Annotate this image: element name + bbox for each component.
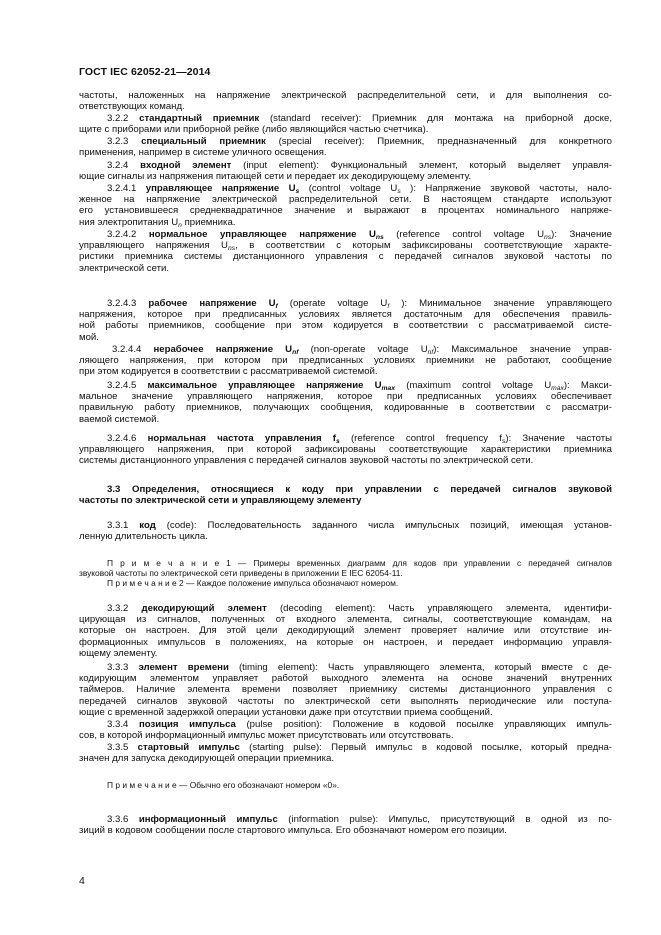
section-heading-3-3 <box>79 484 612 506</box>
definition-3-2-4-4 <box>79 344 612 378</box>
text-span: 3.2.4.5 <box>107 380 137 391</box>
definition-3-3-3 <box>79 662 612 718</box>
text-span: ): Максимальное значение управ- <box>433 344 612 355</box>
text-line: его установившееся среднеквадратичное значение и выражают в процентах номинального напряже- <box>79 205 612 217</box>
definition-3-3-2 <box>79 603 612 659</box>
text-span: s <box>336 438 340 445</box>
text-line <box>79 742 612 753</box>
text-span: nf <box>292 349 299 356</box>
text-span: 3.2.4.2 <box>107 229 137 240</box>
definition-3-2-4 <box>79 160 612 182</box>
term: входной элемент <box>140 160 232 171</box>
text-line: 3.3 Определения, относящиеся к коду при управлении с передачей сигналов звуковой <box>107 484 612 495</box>
text-line: частоты, наложенных на напряжение электрической распределительной сети, и для выполнения со- <box>79 90 612 101</box>
text-line <box>79 780 612 790</box>
text-span: s <box>397 188 401 195</box>
text-span: 3.3.6 <box>107 814 129 825</box>
text-span: управляющего напряжения U <box>79 240 228 252</box>
text-line: передачей сигналов звуковой частоты по электрической сети выполнять периодические или поступа- <box>79 695 612 707</box>
text-line <box>79 380 612 391</box>
definition-3-3-5 <box>79 742 612 764</box>
term: максимальное управляющее напряжение U <box>147 380 382 391</box>
definition-3-2-3 <box>79 136 612 158</box>
definition-3-2-4-2 <box>79 229 612 274</box>
term: декодирующий элемент <box>141 603 267 614</box>
text-line: ленную длительность цикла. <box>79 531 208 543</box>
text-line: зиций в кодовом сообщении после стартового импульса. Его обозначают номером его позиции. <box>79 825 507 837</box>
text-span: 3.3.3 <box>107 662 129 673</box>
text-span: 3.2.4.1 <box>107 183 137 194</box>
text-span: (special receiver): Приемник, предназначенный для конкретного <box>278 136 612 147</box>
text-span: , в соответствии с которым зафиксированы соответствующие характе- <box>235 240 612 252</box>
text-span: — Обычно его обозначают номером «0». <box>179 780 340 790</box>
text-line: звуковой частоты по электрической сети приведены в приложении Е IEC 62054-11. <box>79 568 403 578</box>
text-span: 3.2.4 <box>107 160 129 171</box>
term: информационный импульс <box>138 814 278 825</box>
term: специальный приемник <box>141 136 266 147</box>
text-line: ваемой системой. <box>79 413 160 425</box>
term: код <box>139 520 156 531</box>
text-span: s <box>295 188 300 195</box>
text-span: (pulse position): Положение в кодовой посылке управляющих импуль- <box>246 719 612 730</box>
definition-3-2-2 <box>79 113 612 135</box>
text-line: управляющего напряжения, при которой зафиксированы соответствующие характеристики приемника <box>79 444 612 456</box>
text-line <box>79 298 612 309</box>
text-line <box>79 344 612 355</box>
text-line: ющие с временной задержкой операции установки даже при отсутствии приема сообщений. <box>79 706 493 718</box>
text-span: (reference control frequency f <box>350 433 502 444</box>
text-span: — Каждое положение импульса обозначают номером. <box>186 578 399 588</box>
text-line: формационных импульсов в положениях, на которые он настроен, и передает информацию управля- <box>79 636 612 648</box>
definition-3-2-4-5 <box>79 380 612 425</box>
notes-block-1 <box>79 558 612 588</box>
term: управляющее напряжение U <box>145 183 296 194</box>
text-span: max <box>551 385 564 392</box>
text-line: которые он настроен. Для этой цели декодирующий элемент проверяет наличие или отсутствие ин- <box>79 625 612 637</box>
text-span: (non-operate voltage U <box>310 344 428 355</box>
text-line: электрической сети. <box>79 262 170 274</box>
text-line <box>79 113 612 124</box>
text-line: щите с приборами или приборной рейке (либо являющийся частью счетчика). <box>79 124 429 136</box>
text-line: ющему элементу. <box>79 647 158 659</box>
note-label: П р и м е ч а н и е 1 <box>107 558 231 568</box>
page-number: 4 <box>79 875 85 887</box>
text-line <box>79 603 612 614</box>
text-span: (information pulse): Импульс, присутствующий в одной из по- <box>288 814 612 825</box>
definition-3-3-1 <box>79 520 612 542</box>
text-span: f <box>387 303 390 310</box>
text-line <box>79 662 612 673</box>
term: позиция импульса <box>138 719 236 730</box>
text-line <box>79 160 612 171</box>
term: рабочее напряжение U <box>148 298 276 309</box>
term: элемент времени <box>138 662 229 673</box>
text-line <box>79 814 612 825</box>
text-span: приемника. <box>184 216 236 228</box>
text-span: 3.2.2 <box>107 113 129 124</box>
text-span: (input element): Функциональный элемент, который выделяет управля- <box>243 160 612 171</box>
term: стандартный приемник <box>139 113 260 124</box>
text-span: ): Напряжение звуковой частоты, нало- <box>410 183 612 194</box>
text-line: при этом кодируется в соответствии с рассматриваемой системой. <box>79 366 378 378</box>
text-span: — Примеры временных диаграмм для кодов при управлении с передачей сигналов <box>237 558 612 568</box>
text-line <box>79 136 612 147</box>
text-span: (decoding element): Часть управляющего элемента, идентифи- <box>279 603 612 614</box>
text-line: применения, например в системе уличного освещения. <box>79 147 327 159</box>
text-line <box>79 719 612 730</box>
note-label: П р и м е ч а н и е 2 <box>107 578 184 588</box>
definition-3-3-4 <box>79 719 612 741</box>
text-line: цирующая из сигналов, полученных от входного элемента, сигналы, соответствующие командам, на <box>79 614 612 626</box>
text-span: 3.3.5 <box>107 742 129 753</box>
text-span: ): Минимальное значение управляющего <box>401 298 612 309</box>
text-line <box>79 578 612 588</box>
text-line <box>79 183 612 194</box>
text-line: кодирующим элементом управляет работой выходного элемента на основе значений внутренних <box>79 673 612 685</box>
text-line: ной работы приемников, сообщение при этом кодируется в соответствии с рассматриваемой систе- <box>79 320 612 332</box>
text-line: ответствующих команд. <box>79 101 185 113</box>
definition-3-2-4-1 <box>79 183 612 228</box>
text-span: 3.3.2 <box>107 603 129 614</box>
text-span: (maximum control voltage U <box>406 380 552 391</box>
text-line <box>79 520 612 531</box>
text-line: правильную работу приемников, получающих сообщения, кодированные в соответствии с рассматри- <box>79 402 612 414</box>
text-line: ющие сигналы из напряжения питающей сети и передает их декодирующему элементу. <box>79 171 472 183</box>
term: нормальная частота управления f <box>147 433 336 444</box>
text-line <box>79 217 612 228</box>
text-span: ns <box>375 234 384 241</box>
text-line: ляющего напряжения, при котором при предписанных условиях приемники не работают, сообщение <box>79 355 612 367</box>
text-span: (code): Последовательность заданного числа импульсных позиций, имеющая установ- <box>166 520 612 531</box>
text-line: таймеров. Наличие элемента времени позволяет приемнику системы дистанционного управления с <box>79 684 612 696</box>
text-span: max <box>381 385 395 392</box>
text-span: (reference control voltage U <box>396 229 545 240</box>
text-line: мальное значение управляющего напряжения, которое при предписанных условиях обеспечивает <box>79 391 612 403</box>
note-label: П р и м е ч а н и е <box>107 780 177 790</box>
text-line: частоты по электрической сети и управляющему элементу <box>79 495 362 507</box>
text-span: (timing element): Часть управляющего элемента, который вместе с де- <box>238 662 612 673</box>
text-line: напряжения, которое при предписанных условиях является достаточным для обеспечения правиль- <box>79 309 612 321</box>
text-span: 3.2.4.6 <box>107 433 137 444</box>
text-span: (operate voltage U <box>289 298 388 309</box>
definition-3-2-4-3 <box>79 298 612 343</box>
text-line <box>79 240 612 251</box>
term: нормальное управляющее напряжение U <box>148 229 376 240</box>
text-span: 3.3.4 <box>107 719 129 730</box>
text-span: 3.2.3 <box>107 136 129 147</box>
text-line: женное на напряжение электрической распределительной сети. В настоящем стандарте используют <box>79 194 612 206</box>
text-line: значен для запуска декодирующей операции приемника. <box>79 753 334 765</box>
text-line: ристики приемника системы дистанционного управления с передачей сигналов звуковой частоты по <box>79 251 612 263</box>
text-span: (standard receiver): Приемник для монтажа на приборной доске, <box>269 113 612 124</box>
text-span: 3.2.4.3 <box>107 298 137 309</box>
text-span: n <box>178 221 182 229</box>
definition-3-3-6 <box>79 814 612 836</box>
text-span: (starting pulse): Первый импульс в кодовой посылке, который предна- <box>249 742 612 753</box>
text-span: ния электропитания U <box>79 216 179 228</box>
text-line <box>79 229 612 240</box>
text-line <box>79 433 612 444</box>
term: стартовый импульс <box>137 742 240 753</box>
text-span: f <box>275 303 278 310</box>
text-span: 3.2.4.4 <box>112 344 142 355</box>
intro-paragraph <box>79 90 612 112</box>
text-span: ): Значение <box>551 229 612 240</box>
text-span: nf <box>427 349 434 356</box>
text-span: (control voltage U <box>308 183 398 194</box>
text-span: ns <box>544 234 552 241</box>
text-line: сов, в которой информационный импульс может присутствовать или отсутствовать. <box>79 730 454 742</box>
definition-3-2-4-6 <box>79 433 612 467</box>
text-span: ): Значение частоты <box>505 433 612 444</box>
text-span: ns <box>227 245 236 252</box>
term: нерабочее напряжение U <box>153 344 293 355</box>
text-span: 3.3.1 <box>107 520 129 531</box>
text-span: s <box>501 438 506 445</box>
page-header: ГОСТ IEC 62052-21—2014 <box>79 66 211 78</box>
text-line <box>79 558 612 568</box>
text-line: системы дистанционного управления с передачей сигналов звуковой частоты по электрической сети. <box>79 455 534 467</box>
text-span: ): Макси- <box>563 380 612 391</box>
text-line: мой. <box>79 331 99 343</box>
note-block-2 <box>79 780 612 790</box>
